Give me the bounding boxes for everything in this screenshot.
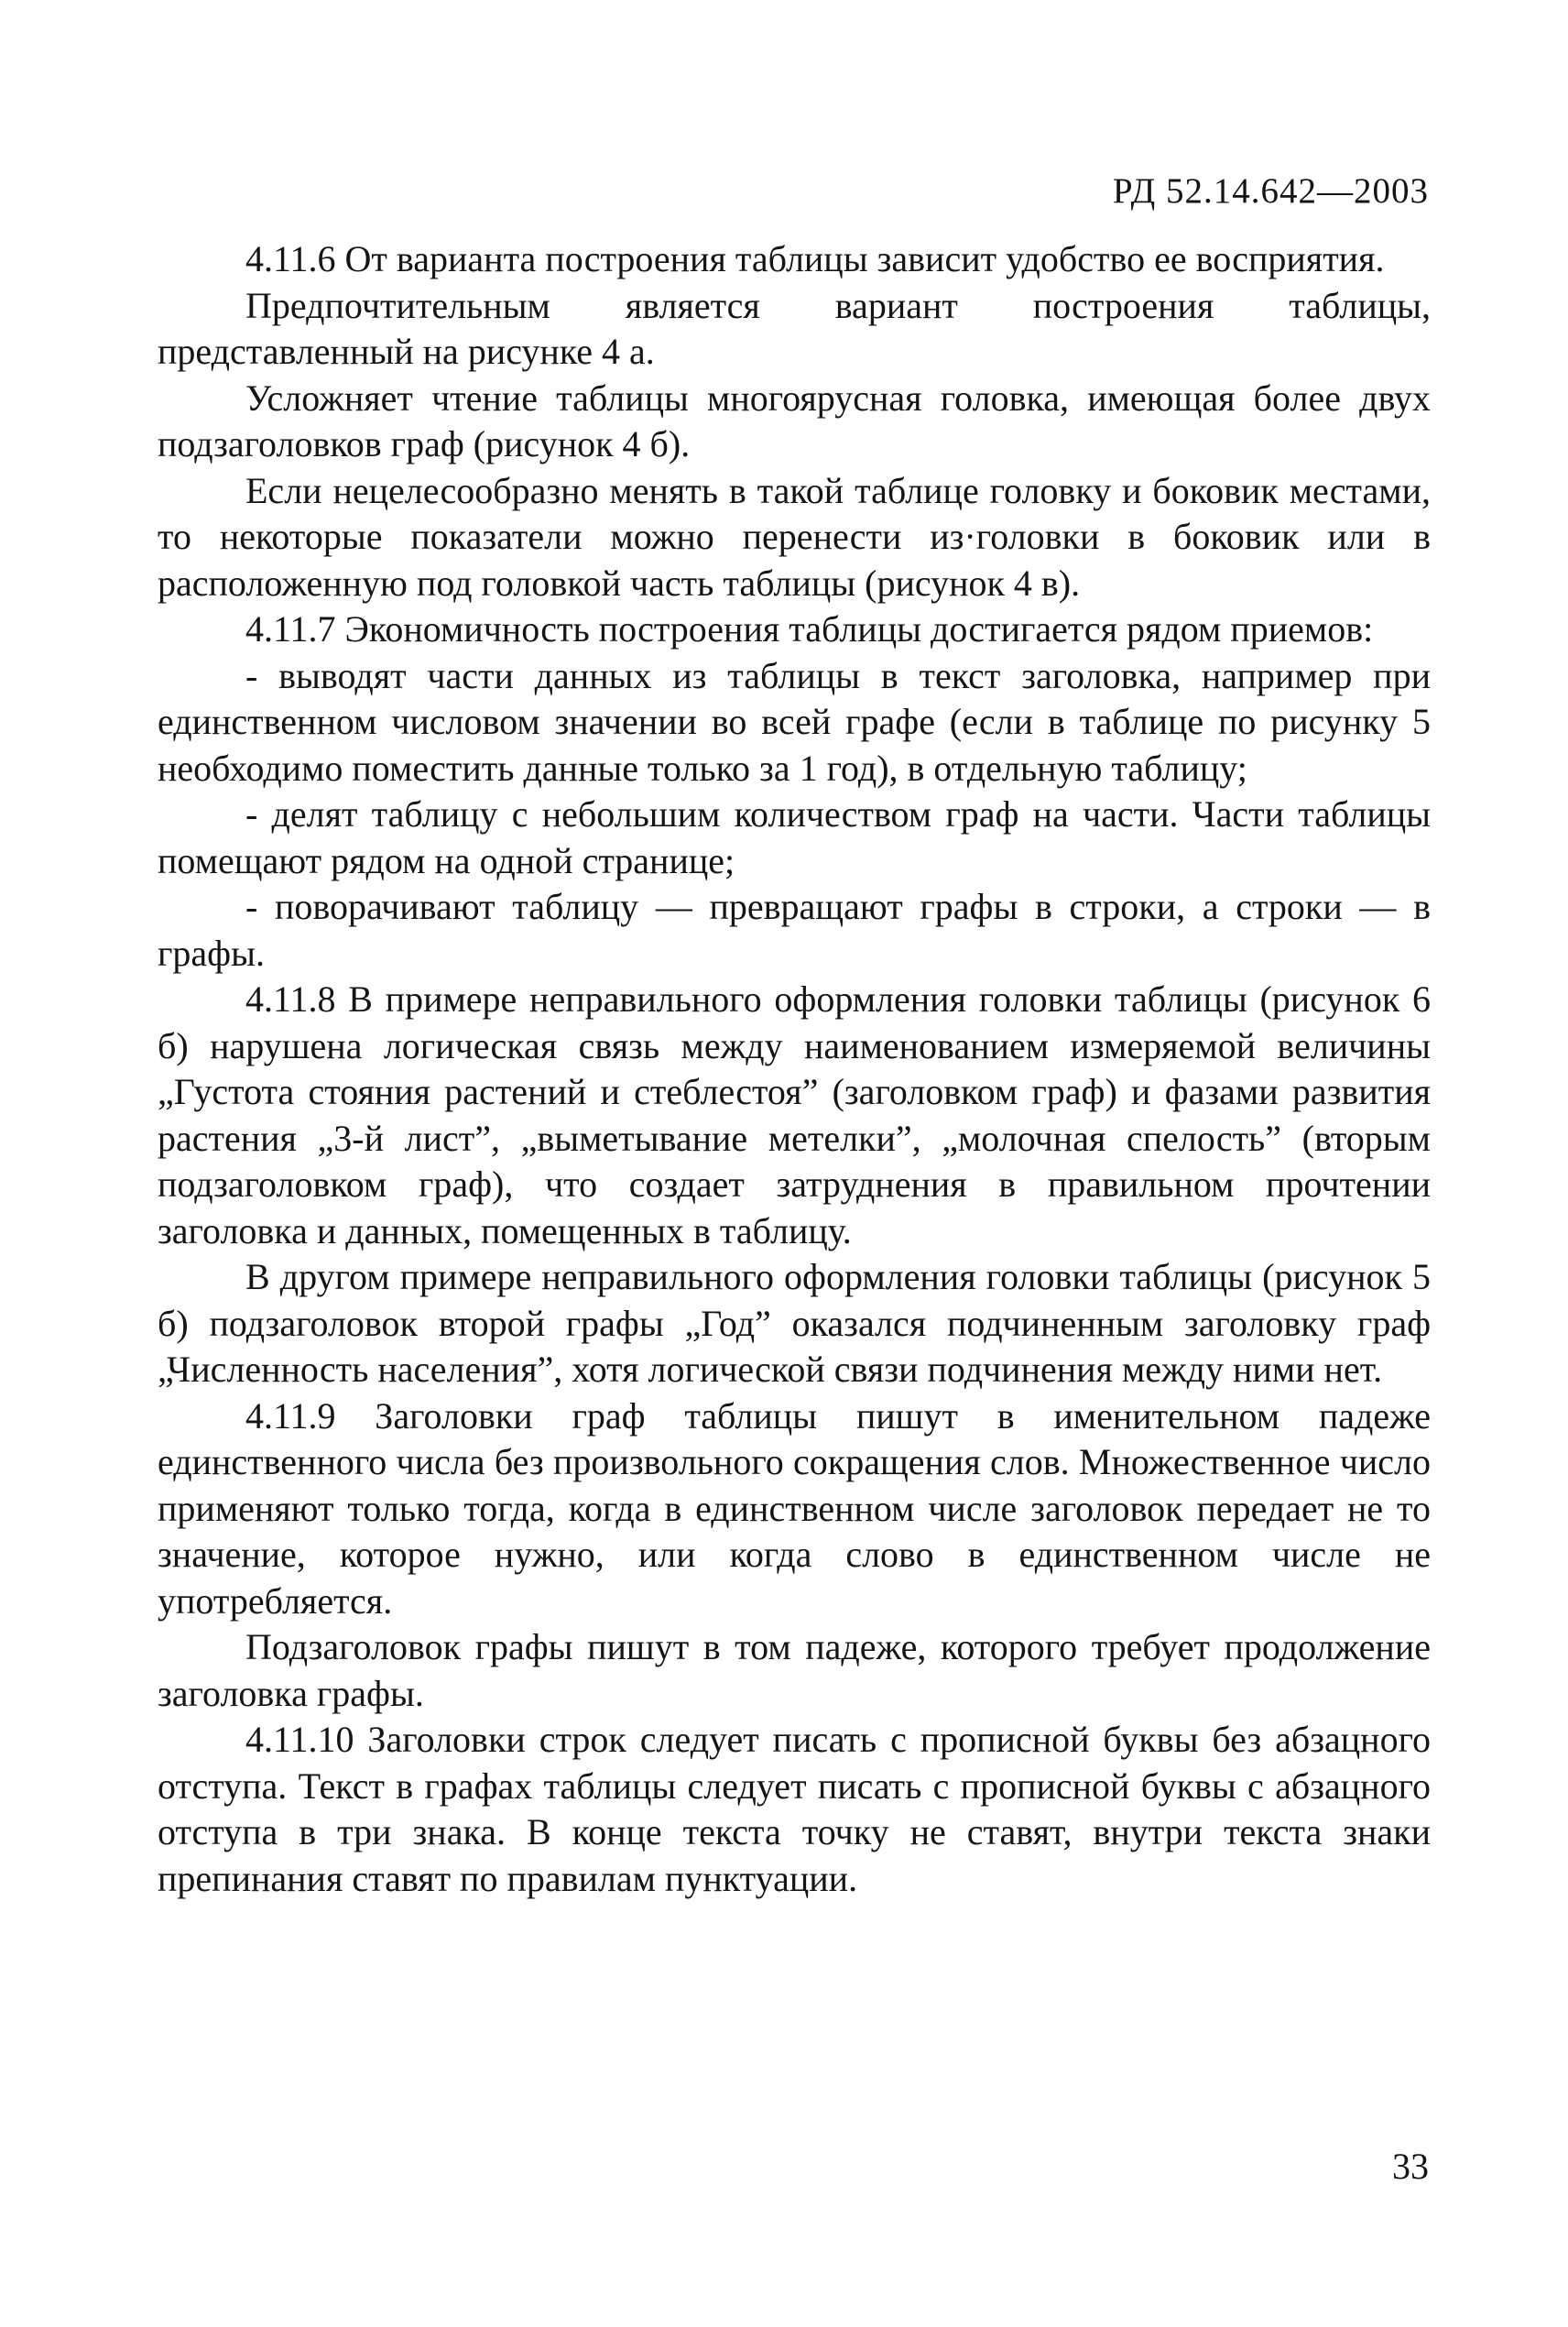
list-item-split-table: - делят таблицу с небольшим количеством граф на части. Части таблицы помещают рядом на одной странице; bbox=[158, 793, 1431, 881]
list-item-move-data: - выводят части данных из таблицы в текст заголовка, например при единственном числовом значении во всей графе (если в таблице по рисунку 5 необходимо поместить данные только за 1 год), в отдельную таблицу; bbox=[158, 654, 1431, 789]
paragraph-4-11-10: 4.11.10 Заголовки строк следует писать с прописной буквы без абзацного отступа. Текст в графах таблицы следует писать с прописной буквы с абзацного отступа в три знака. В конце текста точку не ставят, внутри текста знаки препинания ставят по правилам пунктуации. bbox=[158, 1719, 1431, 1899]
paragraph-preferred-variant: Предпочтительным является вариант построения таблицы, представленный на рисунке 4 а. bbox=[158, 284, 1431, 372]
paragraph-multilevel-header: Усложняет чтение таблицы многоярусная головка, имеющая более двух подзаголовков граф (рисунок 4 б). bbox=[158, 377, 1431, 464]
paragraph-4-11-6: 4.11.6 От варианта построения таблицы зависит удобство ее восприятия. bbox=[245, 238, 1385, 279]
document-code-header: РД 52.14.642—2003 bbox=[1112, 171, 1429, 211]
paragraph-move-indicators: Если нецелесообразно менять в такой таблице головку и боковик местами, то некоторые показатели можно перенести из·головки в боковик или в расположенную под головкой часть таблицы (рисунок 4 в). bbox=[158, 469, 1431, 604]
page-number: 33 bbox=[1392, 2146, 1429, 2187]
paragraph-4-11-9: 4.11.9 Заголовки граф таблицы пишут в именительном падеже единственного числа без произвольного сокращения слов. Множественное число применяют только тогда, когда в единственном числе заголовок передает не то значение, которое нужно, или когда слово в единственном числе не употребляется. bbox=[158, 1394, 1431, 1622]
paragraph-subheading-case: Подзаголовок графы пишут в том падеже, которого требует продолжение заголовка графы. bbox=[158, 1626, 1431, 1714]
paragraph-4-11-7: 4.11.7 Экономичность построения таблицы достигается рядом приемов: bbox=[245, 608, 1374, 650]
list-item-rotate-table: - поворачивают таблицу — превращают графы в строки, а строки — в графы. bbox=[158, 886, 1431, 974]
page-body bbox=[158, 236, 1431, 1902]
paragraph-another-example: В другом примере неправильного оформления головки таблицы (рисунок 5 б) подзаголовок второй графы „Год” оказался подчиненным заголовку граф „Численность населения”, хотя логической связи подчинения между ними нет. bbox=[158, 1256, 1431, 1390]
paragraph-4-11-8: 4.11.8 В примере неправильного оформления головки таблицы (рисунок 6 б) нарушена логическая связь между наименованием измеряемой величины „Густота стояния растений и стеблестоя” (заголовком граф) и фазами развития растения „3-й лист”, „выметывание метелки”, „молочная спелость” (вторым подзаголовком граф), что создает затруднения в правильном прочтении заголовка и данных, помещенных в таблицу. bbox=[158, 978, 1431, 1251]
